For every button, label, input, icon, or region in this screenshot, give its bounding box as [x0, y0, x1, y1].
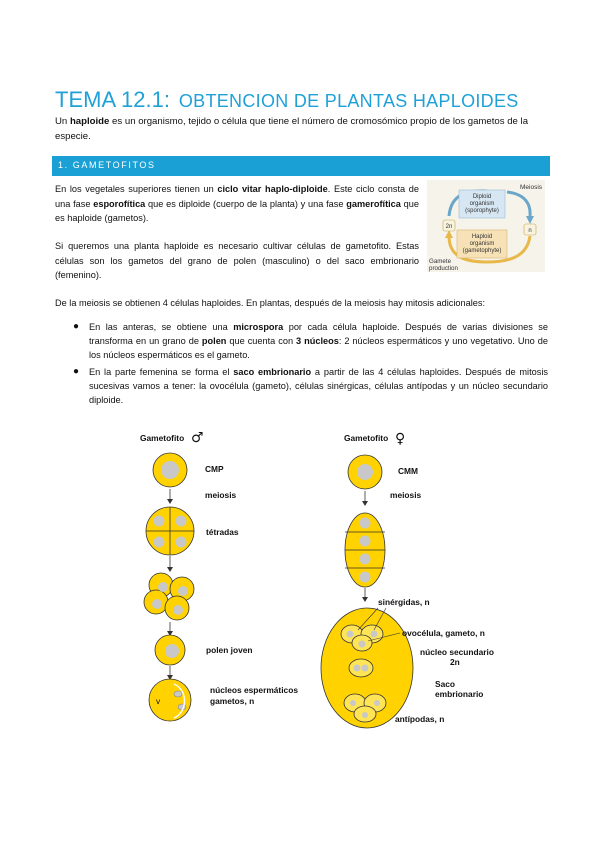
- haploid-line2: organism: [469, 241, 495, 247]
- cmm-nucleus: [357, 464, 373, 480]
- bullet-anteras: [62, 320, 548, 363]
- cmp-label: CMP: [205, 464, 224, 474]
- saco-line1: Saco: [435, 679, 456, 689]
- megaspore-nucleus: [360, 518, 371, 529]
- polen-joven-label: polen joven: [206, 645, 253, 655]
- intro-text-a: Un: [55, 116, 70, 127]
- gamete-line2: production: [429, 265, 458, 272]
- para1-text-g: que es haploide (gametos).: [55, 198, 419, 223]
- tetrad-nucleus: [176, 516, 187, 527]
- central-cell: [349, 659, 373, 677]
- meiosis-label: Meiosis: [520, 184, 543, 191]
- diploid-line3: (sporophyte): [465, 208, 499, 214]
- gamete-line1: Gamete: [429, 258, 452, 265]
- sperm-nucleus: [174, 691, 182, 697]
- diploid-line1: Diploid: [472, 194, 492, 200]
- badge-2n-text: 2n: [445, 224, 453, 230]
- microspore-nucleus: [173, 605, 183, 615]
- section-header-gametofitos: [52, 156, 550, 176]
- b1-bold-microspora: microspora: [233, 322, 284, 332]
- intro-paragraph: [55, 114, 545, 144]
- intro-bold-haploide: haploide: [69, 116, 110, 127]
- polar-nucleus: [354, 665, 361, 672]
- arrow-head: [362, 501, 368, 506]
- para1-bold-esporofitica: esporofítica: [93, 198, 146, 209]
- b1-text-a: En las anteras, se obtiene una: [89, 322, 234, 332]
- arrow-head: [362, 597, 368, 602]
- title-subtitle: OBTENCION DE PLANTAS HAPLOIDES: [178, 91, 519, 111]
- bullet-dot: ●: [73, 321, 80, 332]
- egg-nucleus: [359, 641, 366, 648]
- cmp-nucleus: [161, 461, 179, 479]
- b1-bold-polen: polen: [201, 336, 227, 347]
- bullet-femenina: [62, 365, 548, 408]
- life-cycle-svg: [427, 180, 545, 272]
- nucleo-secundario-line1: núcleo secundario: [420, 647, 494, 657]
- b2-bold-saco: saco embrionario: [233, 366, 312, 377]
- para1-text-c: . Este ciclo consta de una fase: [55, 184, 419, 209]
- arrow-head-meiosis: [526, 216, 534, 224]
- meiosis-female-label: meiosis: [390, 490, 422, 500]
- life-cycle-diagram: [427, 180, 545, 272]
- saco-line2: embrionario: [435, 689, 484, 699]
- female-symbol-icon: ♀: [395, 431, 406, 447]
- nucleo-secundario-line2: 2n: [450, 657, 460, 667]
- para1-bold-ciclo: ciclo vitar haplo-diploide: [217, 184, 328, 194]
- antipodal-nucleus: [362, 712, 368, 718]
- arrow-head: [167, 567, 173, 572]
- microspore-nucleus: [152, 599, 162, 609]
- gametophyte-figure: [130, 428, 494, 728]
- b1-text-c: por cada célula haploide. Después de varias divisiones se transforma en un grano de: [89, 322, 549, 347]
- paragraph-haploid-culture: Si queremos una planta haploide es necesario cultivar células de gametofito. Estas células son los gametos del grano de polen (masculino) o del saco embrionario (femenino).: [55, 241, 419, 280]
- paragraph-meiosis: De la meiosis se obtienen 4 células haploides. En plantas, después de la meiosis hay mitosis adicionales:: [55, 298, 486, 308]
- tetradas-label: tétradas: [206, 527, 239, 537]
- megaspore-nucleus: [360, 554, 371, 565]
- antipodas-label: antípodas, n: [395, 714, 445, 724]
- page-title: [55, 78, 519, 115]
- meiosis-male-label: meiosis: [205, 490, 237, 500]
- microspore-nucleus: [158, 582, 168, 592]
- cmm-label: CMM: [398, 466, 419, 476]
- paragraph-cycle: [55, 182, 419, 226]
- arrow-head: [167, 499, 173, 504]
- diploid-line2: organism: [469, 201, 495, 207]
- tetrad-nucleus: [176, 537, 187, 548]
- b1-bold-3nucleos: 3 núcleos: [296, 336, 339, 347]
- ovocelula-label: ovocélula, gameto, n: [402, 628, 485, 638]
- para1-text-a: En los vegetales superiores tienen un: [55, 184, 218, 194]
- young-pollen-nucleus: [165, 644, 179, 658]
- b2-text-a: En la parte femenina se forma el: [89, 366, 234, 377]
- male-symbol-icon: ♂: [191, 430, 204, 446]
- synergid-nucleus: [347, 631, 354, 638]
- nucleos-label-line1: núcleos espermáticos: [210, 685, 298, 695]
- tetrad-nucleus: [154, 537, 165, 548]
- cycle-arrow-blue-right: [507, 192, 530, 216]
- male-title: Gametofito: [140, 433, 185, 443]
- tetrad-nucleus: [154, 516, 165, 527]
- vegetative-nucleus-label: v: [156, 696, 161, 706]
- antipodal-nucleus: [350, 700, 356, 706]
- b1-text-g: : 2 núcleos espermáticos y uno vegetativo. Uno de los núcleos espermáticos es el gameto.: [89, 336, 548, 361]
- polar-nucleus: [362, 665, 369, 672]
- nucleos-label-line2: gametos, n: [210, 696, 255, 706]
- bullet-list: [62, 320, 548, 409]
- section-label: 1. GAMETOFITOS: [58, 160, 156, 170]
- b2-text-c: a partir de las 4 células haploides. Después de mitosis sucesivas vamos a tener: la ovocélula (gameto), células sinérgicas, células antípodas y un núcleo secundario diploide.: [89, 366, 548, 406]
- bullet-dot: ●: [73, 365, 80, 377]
- haploid-line1: Haploid: [471, 234, 493, 240]
- megaspore-nucleus: [360, 536, 371, 547]
- microspore-nucleus: [178, 586, 188, 596]
- sinergidas-label: sinérgidas, n: [378, 597, 430, 607]
- para1-text-e: que es diploide (cuerpo de la planta) y una fase: [145, 198, 347, 209]
- antipodal-nucleus: [374, 700, 380, 706]
- title-number: TEMA 12.1:: [55, 87, 170, 112]
- female-title: Gametofito: [344, 433, 389, 443]
- synergid-nucleus: [371, 631, 378, 638]
- haploid-line3: (gametophyte): [462, 248, 502, 254]
- badge-n-text: n: [528, 228, 532, 234]
- b1-text-e: que cuenta con: [226, 336, 297, 347]
- megaspore-nucleus: [360, 572, 371, 583]
- intro-text-b: es un organismo, tejido o célula que tiene el número de cromosómico propio de los gametos de la especie.: [55, 116, 529, 142]
- para1-bold-gamerofitica: gamerofítica: [346, 198, 401, 209]
